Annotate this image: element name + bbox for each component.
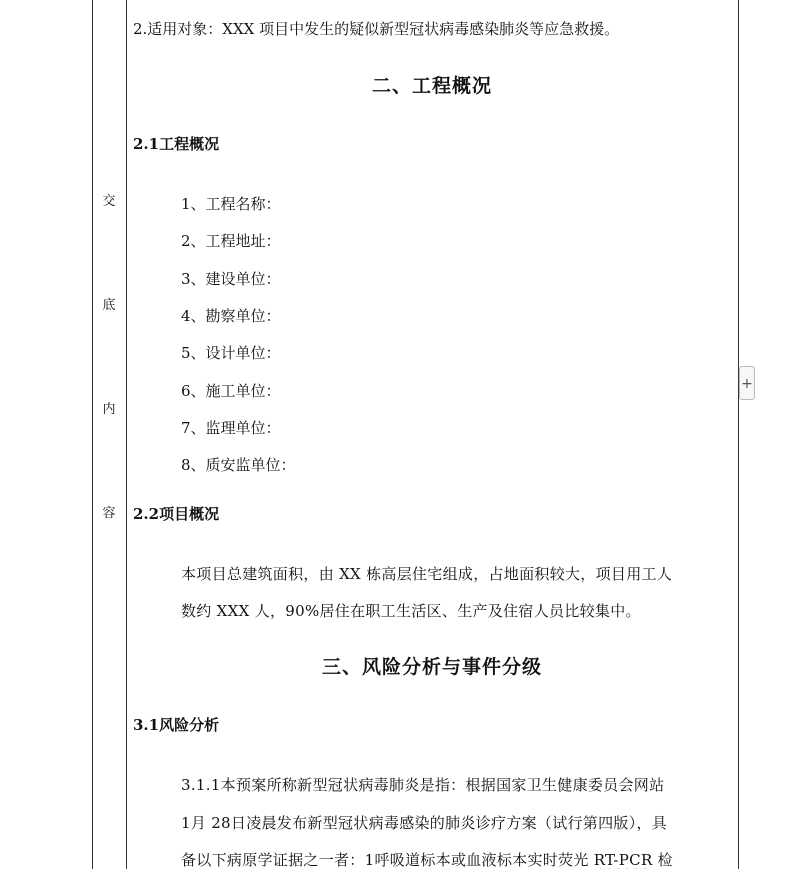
risk-line-3-suffix: 检 bbox=[652, 851, 673, 869]
subsection-2-1-heading: 2.1工程概况 bbox=[133, 135, 220, 153]
project-item-6: 6、施工单位： bbox=[181, 382, 281, 400]
overview-line-2: 数约 XXX 人，90%居住在职工生活区、生产及住宿人员比较集中。 bbox=[181, 602, 641, 620]
project-item-2: 2、工程地址： bbox=[181, 232, 281, 250]
section-2-title: 二、工程概况 bbox=[371, 75, 492, 97]
table-column-divider bbox=[126, 0, 127, 869]
expand-panel-button[interactable]: + bbox=[739, 366, 755, 400]
project-item-7: 7、监理单位： bbox=[181, 419, 281, 437]
side-label-1: 交 bbox=[102, 194, 116, 209]
risk-line-2: 1月 28日凌晨发布新型冠状病毒感染的肺炎诊疗方案（试行第四版），具 bbox=[181, 814, 668, 832]
table-right-border bbox=[738, 0, 739, 869]
intro-line: 2.适用对象：XXX 项目中发生的疑似新型冠状病毒感染肺炎等应急救援。 bbox=[133, 20, 620, 38]
risk-line-1: 3.1.1本预案所称新型冠状病毒肺炎是指：根据国家卫生健康委员会网站 bbox=[181, 776, 665, 794]
subsection-3-1-heading: 3.1风险分析 bbox=[133, 716, 220, 734]
rt-pcr-term: RT-PCR bbox=[593, 851, 653, 869]
risk-line-3 bbox=[181, 849, 673, 869]
project-item-5: 5、设计单位： bbox=[181, 344, 281, 362]
side-label-3: 内 bbox=[102, 402, 116, 417]
side-label-4: 容 bbox=[102, 506, 116, 521]
section-3-title: 三、风险分析与事件分级 bbox=[321, 656, 542, 678]
project-item-3: 3、建设单位： bbox=[181, 270, 281, 288]
table-left-border bbox=[92, 0, 93, 869]
subsection-2-2-heading: 2.2项目概况 bbox=[133, 505, 220, 523]
project-item-8: 8、质安监单位： bbox=[181, 456, 296, 474]
risk-line-3-prefix: 备以下病原学证据之一者：1呼吸道标本或血液标本实时荧光 bbox=[181, 851, 594, 869]
overview-line-1: 本项目总建筑面积，由 XX 栋高层住宅组成，占地面积较大，项目用工人 bbox=[181, 565, 673, 583]
project-item-1: 1、工程名称： bbox=[181, 195, 281, 213]
side-label-2: 底 bbox=[102, 298, 116, 313]
project-item-4: 4、勘察单位： bbox=[181, 307, 281, 325]
